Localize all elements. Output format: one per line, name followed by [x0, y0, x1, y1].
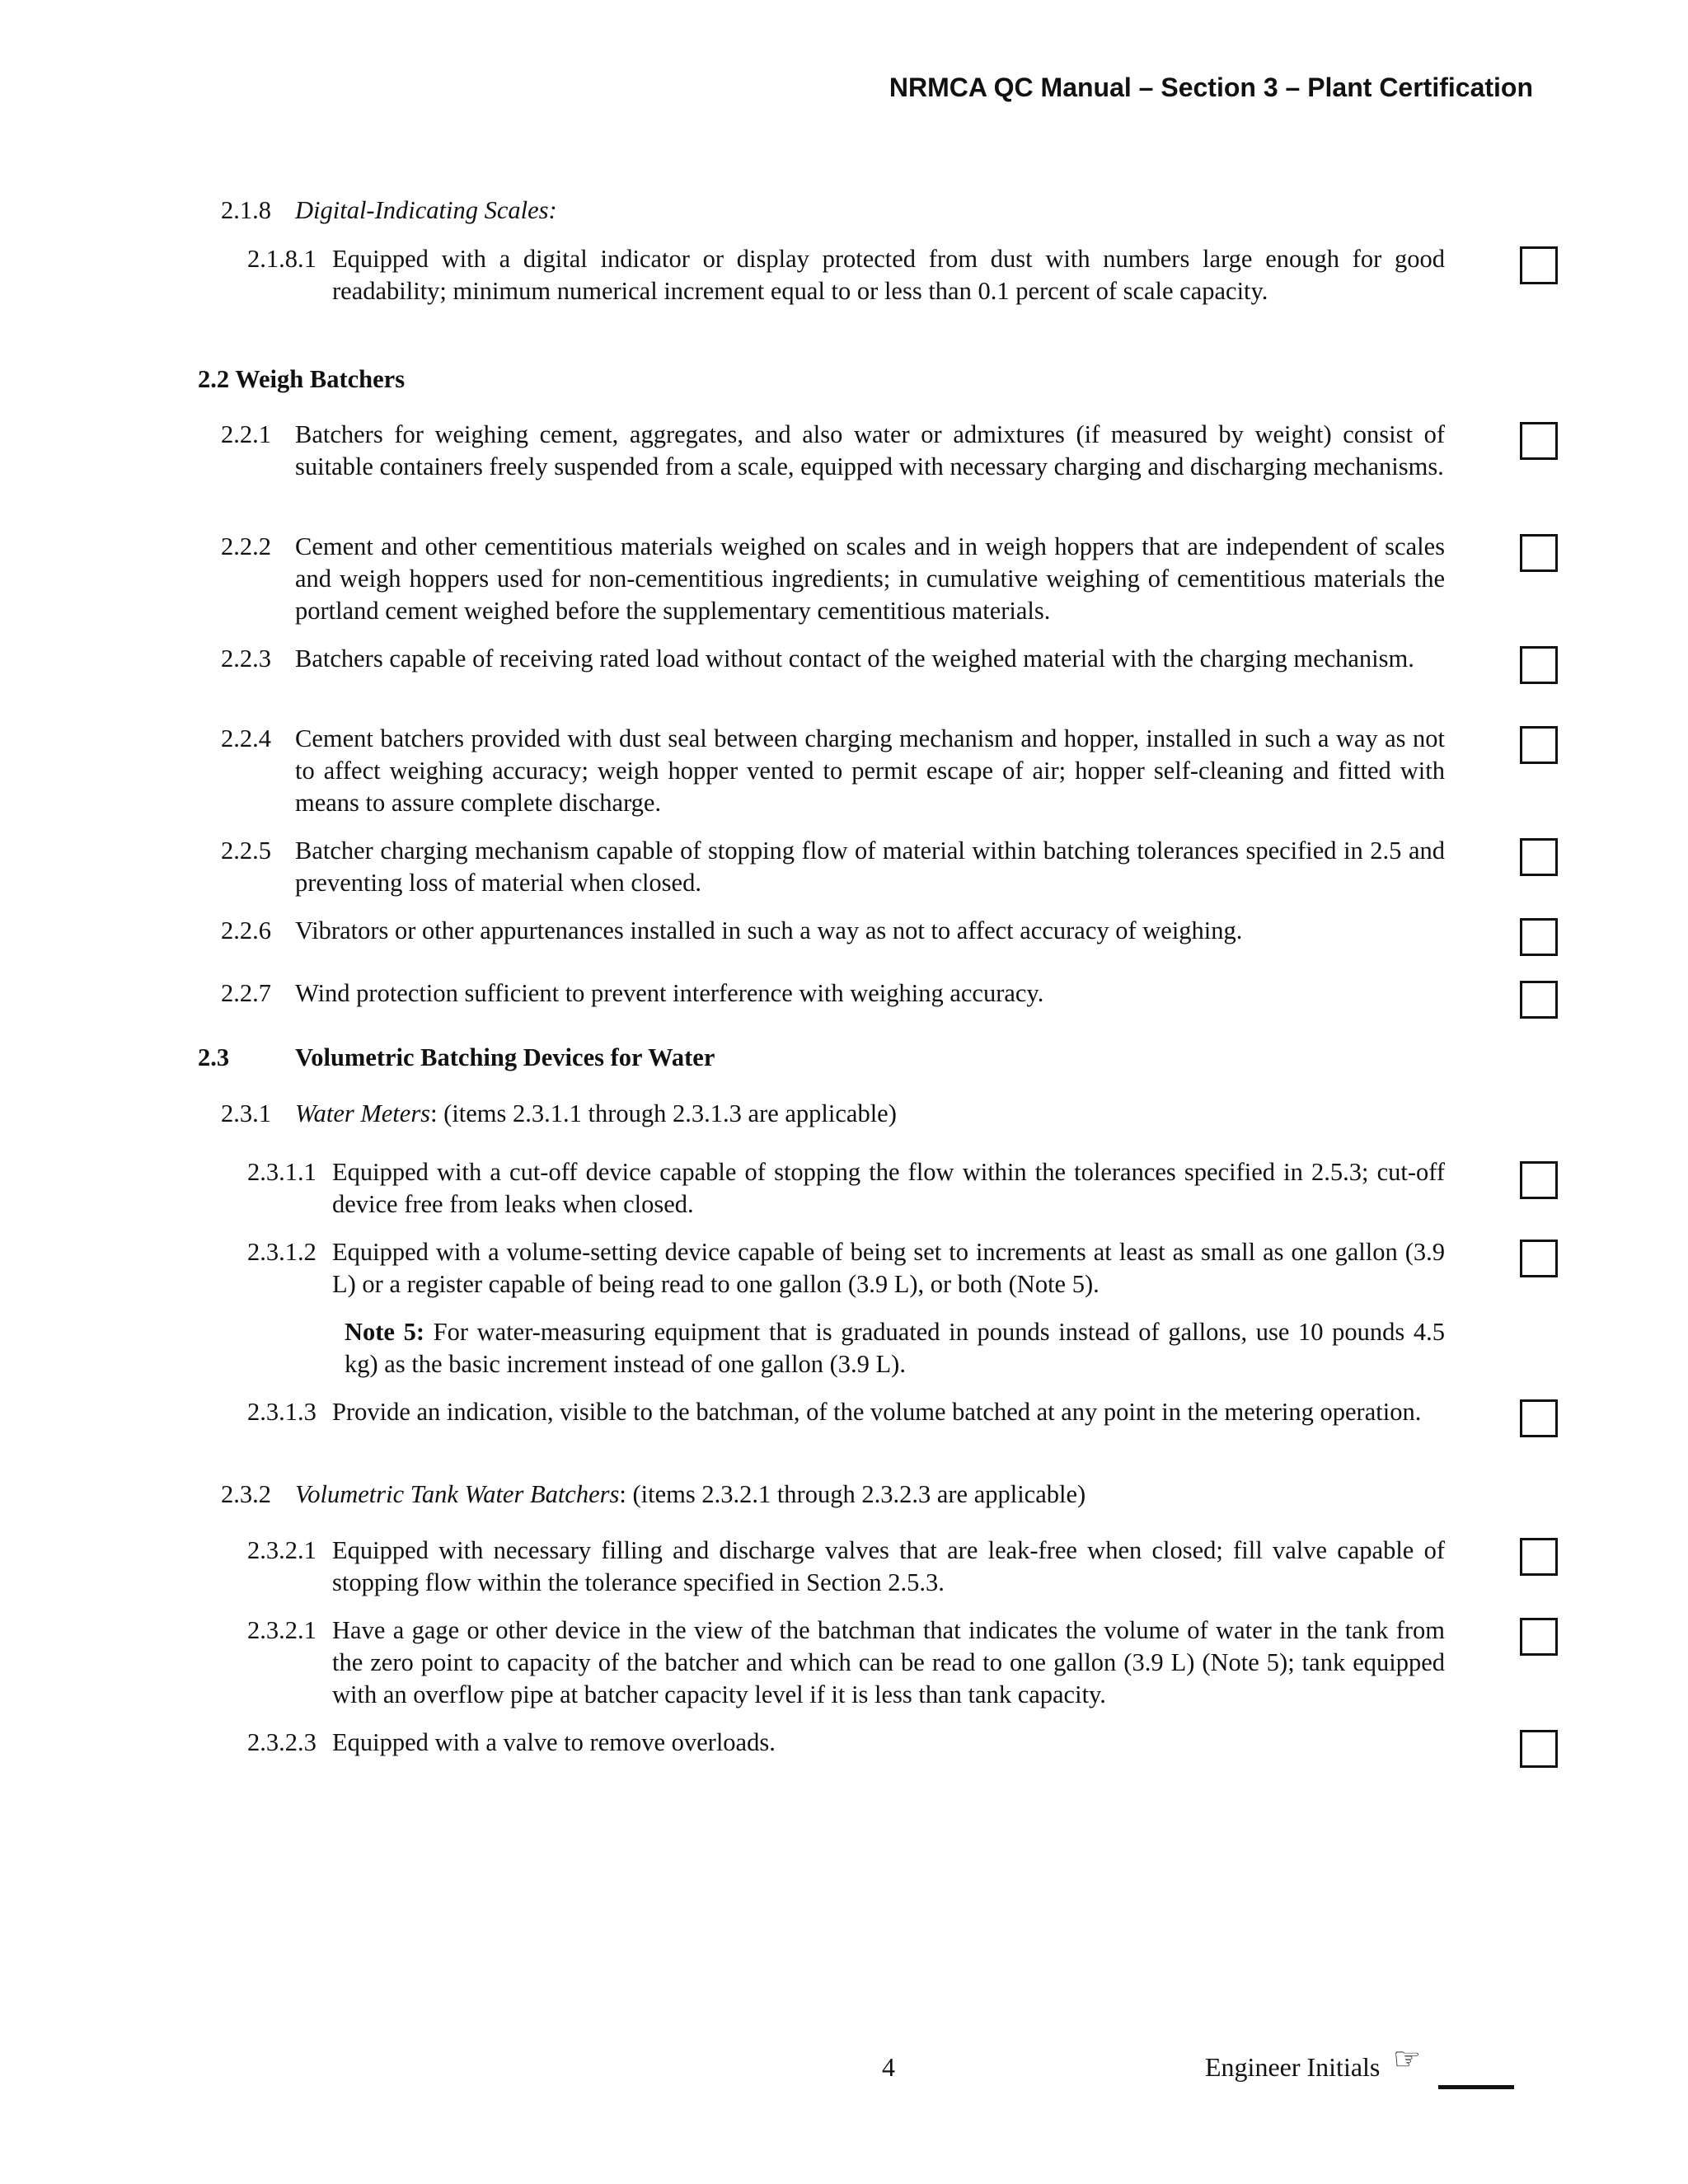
- section-heading-2-2: 2.2 Weigh Batchers: [198, 365, 406, 393]
- item-number: 2.3.2: [221, 1480, 271, 1508]
- checkbox-2-3-2-1-gage[interactable]: [1520, 1618, 1558, 1656]
- item-text: Equipped with a valve to remove overloads.: [332, 1728, 776, 1756]
- checkbox-2-3-1-1[interactable]: [1520, 1161, 1558, 1199]
- item-2-3-2-1-gage: [247, 1615, 1445, 1711]
- item-2-2-3: [221, 643, 1445, 675]
- item-2-2-1: [221, 419, 1445, 483]
- item-number: 2.2.7: [221, 979, 271, 1007]
- section-number: 2.3: [198, 1043, 230, 1071]
- item-number: 2.3.1.2: [247, 1238, 316, 1266]
- item-text: Provide an indication, visible to the batchman, of the volume batched at any point in the metering operation.: [332, 1398, 1422, 1426]
- section-title: Volumetric Batching Devices for Water: [295, 1043, 715, 1071]
- checkbox-2-2-5[interactable]: [1520, 838, 1558, 876]
- item-2-2-5: [221, 835, 1445, 899]
- item-2-2-7: [221, 977, 1445, 1010]
- checkbox-2-2-7[interactable]: [1520, 981, 1558, 1019]
- item-number: 2.2.5: [221, 837, 271, 865]
- item-text: Batchers for weighing cement, aggregates, and also water or admixtures (if measured by weight) consist of suitable containers freely suspended from a scale, equipped with necessary charging and discharging mechanisms.: [295, 420, 1445, 480]
- checkbox-2-2-1[interactable]: [1520, 422, 1558, 460]
- item-2-2-2: [221, 531, 1445, 627]
- item-2-3-2-1: [247, 1535, 1445, 1599]
- page-header: NRMCA QC Manual – Section 3 – Plant Certification: [889, 73, 1533, 102]
- checkbox-2-3-2-3[interactable]: [1520, 1730, 1558, 1768]
- checkbox-2-3-1-2[interactable]: [1520, 1240, 1558, 1277]
- pointing-hand-icon: ☞: [1393, 2041, 1422, 2077]
- item-number: 2.3.2.1: [247, 1536, 316, 1564]
- checkbox-2-2-4[interactable]: [1520, 726, 1558, 764]
- item-number: 2.2.1: [221, 420, 271, 448]
- subsection-title: Volumetric Tank Water Batchers: [295, 1480, 620, 1508]
- item-number: 2.3.2.3: [247, 1728, 316, 1756]
- section-heading-2-3: [198, 1042, 715, 1074]
- item-2-3-2-3: [247, 1727, 1445, 1759]
- item-text: Vibrators or other appurtenances installed in such a way as not to affect accuracy of weighing.: [295, 916, 1243, 944]
- item-text: Equipped with a volume-setting device capable of being set to increments at least as small as one gallon (3.9 L) or a register capable of being read to one gallon (3.9 L), or both (Note 5).: [332, 1238, 1445, 1298]
- item-2-3-1-2: [247, 1236, 1445, 1301]
- subsection-note: : (items 2.3.1.1 through 2.3.1.3 are applicable): [430, 1099, 897, 1127]
- checkbox-2-2-3[interactable]: [1520, 646, 1558, 684]
- item-2-3-1-3: [247, 1396, 1445, 1428]
- item-number: 2.2.6: [221, 916, 271, 944]
- note-label: Note 5:: [345, 1318, 425, 1346]
- item-2-2-6: [221, 915, 1445, 947]
- checkbox-2-1-8-1[interactable]: [1520, 246, 1558, 284]
- item-text: Cement batchers provided with dust seal between charging mechanism and hopper, installed in such a way as not to affect weighing accuracy; weigh hopper vented to permit escape of air; hopper self-cleaning and fitted with means to assure complete discharge.: [295, 724, 1445, 817]
- item-text: Equipped with necessary filling and discharge valves that are leak-free when closed; fill valve capable of stopping flow within the tolerance specified in Section 2.5.3.: [332, 1536, 1445, 1596]
- item-number: 2.1.8.1: [247, 245, 316, 273]
- initials-signature-line[interactable]: [1438, 2085, 1514, 2089]
- note-5: [345, 1316, 1445, 1380]
- page-number: 4: [882, 2052, 895, 2082]
- item-text: Equipped with a cut-off device capable of stopping the flow within the tolerances specified in 2.5.3; cut-off device free from leaks when closed.: [332, 1158, 1445, 1218]
- subsection-title: Digital-Indicating Scales:: [295, 196, 557, 224]
- item-number: 2.3.2.1: [247, 1616, 316, 1644]
- item-number: 2.3.1.3: [247, 1398, 316, 1426]
- item-2-3-2: [221, 1479, 1445, 1511]
- note-text: For water-measuring equipment that is graduated in pounds instead of gallons, use 10 pounds 4.5 kg) as the basic increment instead of one gallon (3.9 L).: [345, 1318, 1445, 1378]
- checkbox-2-3-1-3[interactable]: [1520, 1399, 1558, 1437]
- item-2-1-8: [221, 194, 557, 227]
- checkbox-2-3-2-1[interactable]: [1520, 1538, 1558, 1576]
- item-text: Equipped with a digital indicator or display protected from dust with numbers large enough for good readability; minimum numerical increment equal to or less than 0.1 percent of scale capacity.: [332, 245, 1445, 305]
- item-number: 2.2.4: [221, 724, 271, 752]
- item-text: Wind protection sufficient to prevent interference with weighing accuracy.: [295, 979, 1044, 1007]
- item-number: 2.1.8: [221, 196, 271, 224]
- subsection-title: Water Meters: [295, 1099, 431, 1127]
- item-2-2-4: [221, 723, 1445, 819]
- item-text: Cement and other cementitious materials weighed on scales and in weigh hoppers that are independent of scales and weigh hoppers used for non-cementitious ingredients; in cumulative weighing of cementitious materials the portland cement weighed before the supplementary cementitious materials.: [295, 532, 1445, 625]
- item-2-1-8-1: [247, 243, 1445, 307]
- item-number: 2.2.3: [221, 644, 271, 673]
- item-2-3-1: [221, 1098, 1445, 1130]
- item-text: Have a gage or other device in the view of the batchman that indicates the volume of water in the tank from the zero point to capacity of the batcher and which can be read to one gallon (3.9 L) (Note 5); tank equipped with an overflow pipe at batcher capacity level if it is less than tank capacity.: [332, 1616, 1445, 1708]
- item-2-3-1-1: [247, 1156, 1445, 1221]
- checkbox-2-2-2[interactable]: [1520, 534, 1558, 572]
- item-number: 2.3.1: [221, 1099, 271, 1127]
- item-text: Batcher charging mechanism capable of stopping flow of material within batching tolerances specified in 2.5 and preventing loss of material when closed.: [295, 837, 1445, 897]
- item-text: Batchers capable of receiving rated load without contact of the weighed material with the charging mechanism.: [295, 644, 1414, 673]
- item-number: 2.2.2: [221, 532, 271, 560]
- engineer-initials-label: Engineer Initials: [1205, 2052, 1381, 2082]
- checkbox-2-2-6[interactable]: [1520, 918, 1558, 956]
- subsection-note: : (items 2.3.2.1 through 2.3.2.3 are applicable): [619, 1480, 1086, 1508]
- item-number: 2.3.1.1: [247, 1158, 316, 1186]
